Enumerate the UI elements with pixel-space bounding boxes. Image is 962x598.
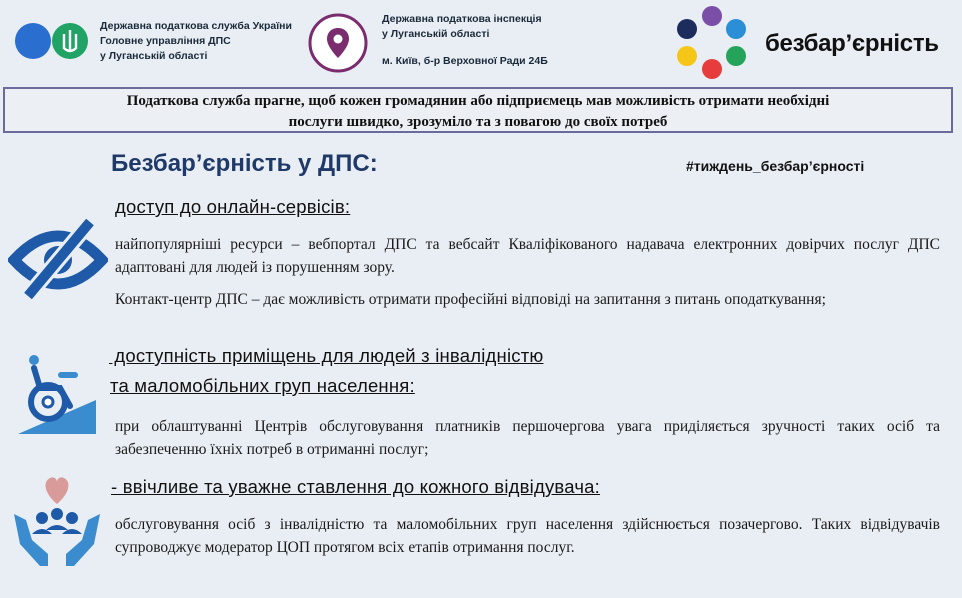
hashtag: #тиждень_безбар’єрності	[686, 158, 865, 174]
care-hands-icon	[10, 474, 104, 574]
wheelchair-ramp-icon	[14, 352, 100, 438]
section3-text1: обслуговування осіб з інвалідністю та маломобільних груп населення здійснюється позачергово. Таких відвідувачів супроводжує модератор ЦОП протягом всіх етапів отримання послуг.	[115, 516, 940, 556]
section3-heading: - ввічливе та уважне ставлення до кожного відвідувача:	[111, 476, 600, 497]
banner-line1: Податкова служба прагне, щоб кожен громадянин або підприємець мав можливість отримати необхідні	[126, 93, 830, 109]
location-pin-icon	[307, 12, 369, 74]
org2-text	[382, 12, 548, 69]
org1-line1: Державна податкова служба України	[100, 20, 292, 32]
mission-banner	[3, 87, 953, 133]
org1-text	[100, 19, 292, 64]
org1-line3: у Луганській області	[100, 50, 208, 62]
org2-line1: Державна податкова інспекція	[382, 13, 542, 25]
org2-address: м. Київ, б-р Верховної Ради 24Б	[382, 55, 548, 67]
brand-label: безбар’єрність	[765, 30, 939, 57]
section1-text1: найпопулярніші ресурси – вебпортал ДПС та вебсайт Кваліфікованого надавача електронних довірчих послуг ДПС адаптовані для людей із порушенням зору.	[115, 236, 940, 276]
barrier-free-logo-icon	[672, 4, 752, 82]
section1-heading: доступ до онлайн-сервісів:	[115, 196, 351, 217]
org1-line2: Головне управління ДПС	[100, 35, 231, 47]
page-title: Безбар’єрність у ДПС:	[111, 150, 378, 177]
section2-heading-line1: доступність приміщень для людей з інвалідністю	[109, 345, 544, 366]
org2-line2: у Луганській області	[382, 28, 490, 40]
banner-line2: послуги швидко, зрозуміло та з повагою до своїх потреб	[288, 114, 668, 130]
eye-slash-icon	[8, 216, 108, 302]
dps-logo	[14, 22, 94, 60]
section1-text2: Контакт-центр ДПС – дає можливість отримати професійні відповіді на запитання з питань оподаткування;	[115, 291, 826, 308]
section2-heading-line2: та маломобільних груп населення:	[110, 375, 415, 396]
section2-text1: при облаштуванні Центрів обслуговування платників першочергова увага приділяється зручності таких осіб та забезпеченню їхніх потреб в отриманні послуг;	[115, 418, 940, 458]
